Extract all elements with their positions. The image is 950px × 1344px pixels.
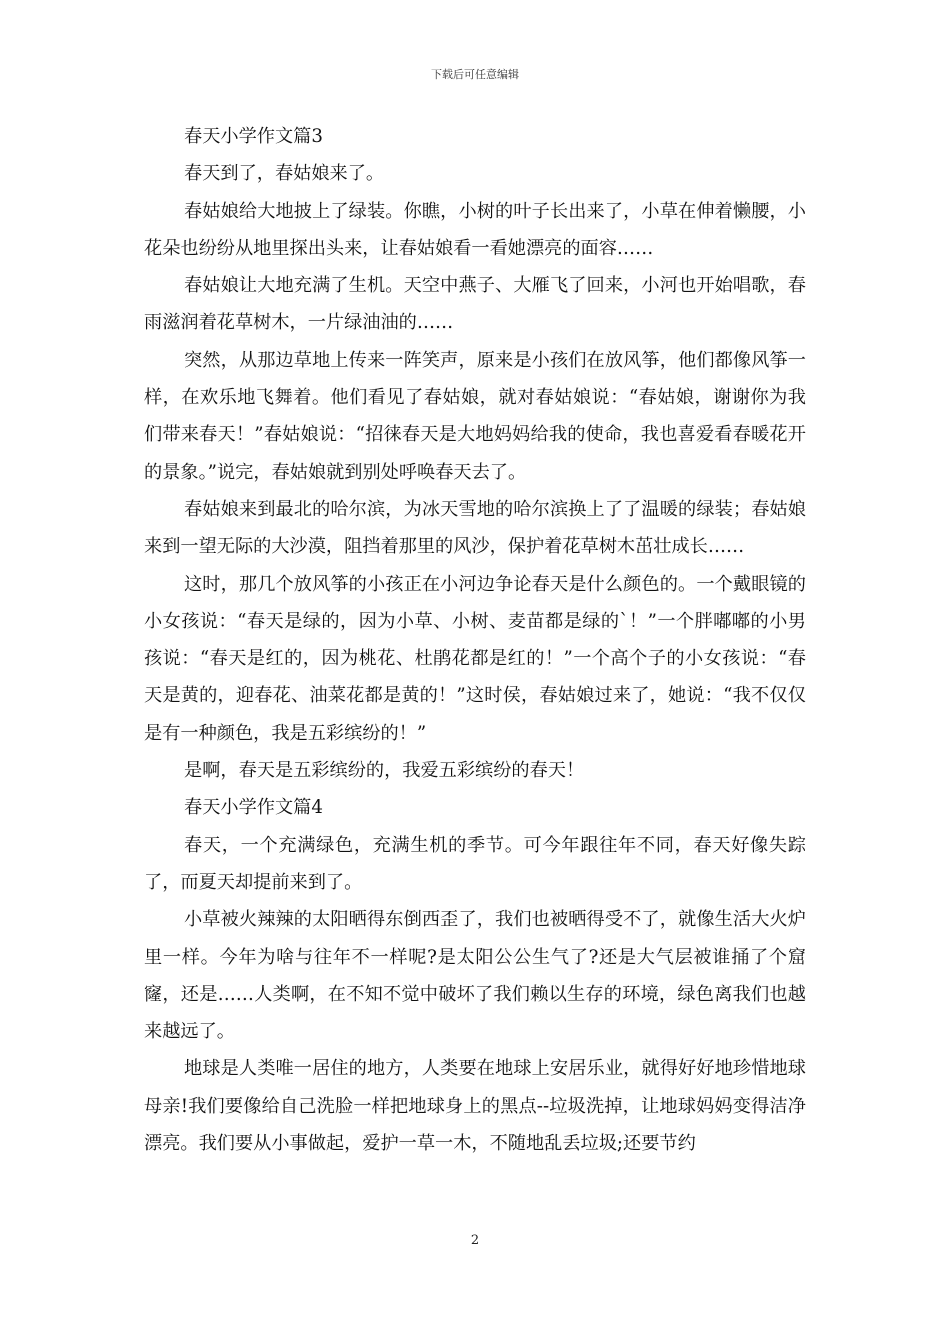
- section-title: 春天小学作文篇4: [184, 797, 323, 819]
- paragraph: 春天到了，春姑娘来了。: [184, 163, 385, 185]
- section-title: 春天小学作文篇3: [184, 126, 323, 147]
- paragraph: 突然，从那边草地上传来一阵笑声，原来是小孩们在放风筝，他们都像风筝一样，在欢乐地飞舞着。他们看见了春姑娘，就对春姑娘说：“春姑娘，谢谢你为我们带来春天！”春姑娘说：“招徕春天是大地妈妈给我的使命，我也喜爱看春暖花开的景象。”说完，春姑娘就到别处呼唤春天去了。: [144, 349, 806, 483]
- paragraph: 春姑娘来到最北的哈尔滨，为冰天雪地的哈尔滨换上了了温暖的绿装；春姑娘来到一望无际的大沙漠，阻挡着那里的风沙，保护着花草树木茁壮成长……: [144, 498, 806, 558]
- paragraph: 春姑娘给大地披上了绿装。你瞧，小树的叶子长出来了，小草在伸着懒腰，小花朵也纷纷从地里探出头来，让春姑娘看一看她漂亮的面容……: [144, 200, 806, 259]
- paragraph: 春天，一个充满绿色，充满生机的季节。可今年跟往年不同，春天好像失踪了，而夏天却提前来到了。: [144, 834, 806, 893]
- paragraph: 是啊，春天是五彩缤纷的，我爱五彩缤纷的春天！: [184, 760, 585, 782]
- paragraph: 小草被火辣辣的太阳晒得东倒西歪了，我们也被晒得受不了，就像生活大火炉里一样。今年为啥与往年不一样呢?是太阳公公生气了?还是大气层被谁捅了个窟窿，还是……人类啊，在不知不觉中破坏了我们赖以生存的环境，绿色离我们也越来越远了。: [144, 909, 806, 1043]
- paragraph: 春姑娘让大地充满了生机。天空中燕子、大雁飞了回来，小河也开始唱歌，春雨滋润着花草树木，一片绿油油的……: [144, 275, 806, 334]
- document-body: [144, 118, 806, 1162]
- page-header: 下载后可任意编辑: [431, 68, 519, 81]
- page-number: 2: [470, 1233, 480, 1248]
- paragraph: 地球是人类唯一居住的地方，人类要在地球上安居乐业，就得好好地珍惜地球母亲!我们要像给自己洗脸一样把地球身上的黑点--垃圾洗掉，让地球妈妈变得洁净漂亮。我们要从小事做起，爱护一草一木，不随地乱丢垃圾;还要节约: [144, 1058, 806, 1155]
- paragraph: 这时，那几个放风筝的小孩正在小河边争论春天是什么颜色的。一个戴眼镜的小女孩说：“春天是绿的，因为小草、小树、麦苗都是绿的`！”一个胖嘟嘟的小男孩说：“春天是红的，因为桃花、杜鹃花都是红的！”一个高个子的小女孩说：“春天是黄的，迎春花、油菜花都是黄的！”这时侯，春姑娘过来了，她说：“我不仅仅是有一种颜色，我是五彩缤纷的！”: [144, 573, 806, 744]
